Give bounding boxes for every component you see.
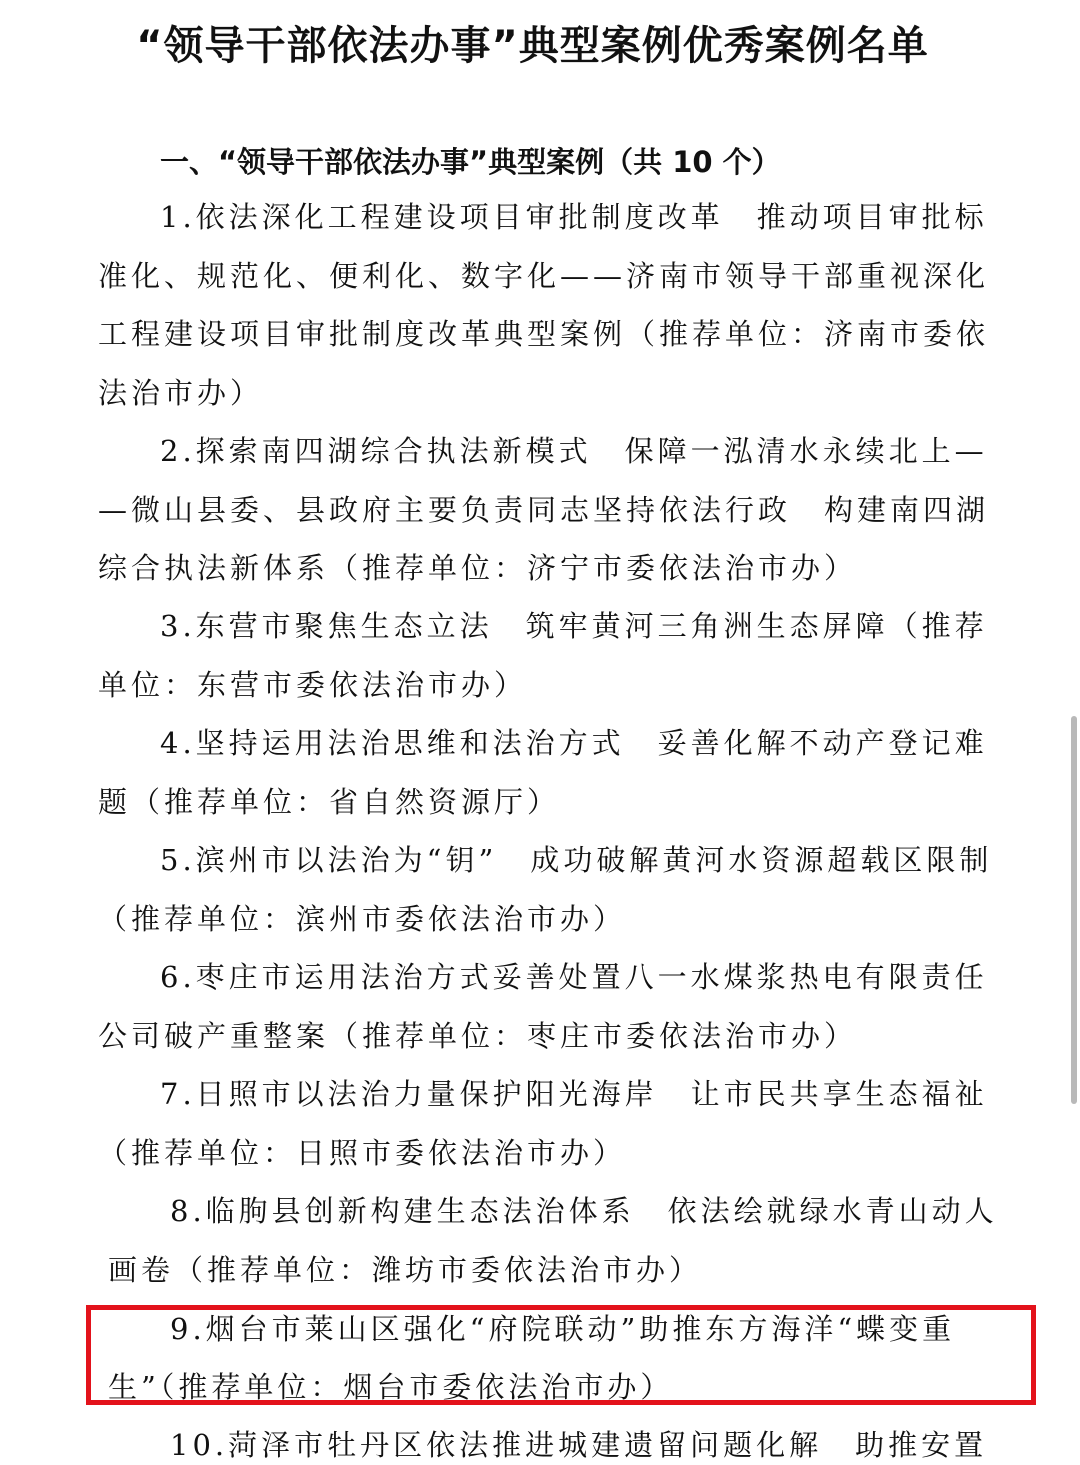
case-line: 8.临朐县创新构建生态法治体系 依法绘就绿水青山动人: [170, 1194, 998, 1228]
case-line: —微山县委、县政府主要负责同志坚持依法行政 构建南四湖: [98, 493, 990, 527]
case-line: 4.坚持运用法治思维和法治方式 妥善化解不动产登记难: [160, 726, 988, 760]
document-title: “领导干部依法办事”典型案例优秀案例名单: [136, 23, 929, 69]
case-line: 工程建设项目审批制度改革典型案例（推荐单位：济南市委依: [98, 317, 990, 351]
case-line: 生”（推荐单位：烟台市委依法治市办）: [108, 1370, 674, 1404]
case-line: 6.枣庄市运用法治方式妥善处置八一水煤浆热电有限责任: [160, 960, 988, 994]
case-line: 10.菏泽市牡丹区依法推进城建遗留问题化解 助推安置: [170, 1428, 988, 1462]
case-line: 9.烟台市莱山区强化“府院联动”助推东方海洋“蝶变重: [170, 1312, 956, 1346]
case-line: 3.东营市聚焦生态立法 筑牢黄河三角洲生态屏障（推荐: [160, 609, 988, 643]
case-line: （推荐单位：日照市委依法治市办）: [98, 1136, 627, 1170]
highlight-box: [86, 1305, 1036, 1405]
case-line: 1.依法深化工程建设项目审批制度改革 推动项目审批标: [160, 200, 988, 234]
case-line: （推荐单位：滨州市委依法治市办）: [98, 902, 627, 936]
case-line: 画卷（推荐单位：潍坊市委依法治市办）: [108, 1253, 703, 1287]
case-line: 法治市办）: [98, 376, 264, 410]
case-line: 综合执法新体系（推荐单位：济宁市委依法治市办）: [98, 551, 858, 585]
case-line: 题（推荐单位：省自然资源厅）: [98, 785, 561, 819]
scrollbar[interactable]: [1071, 716, 1077, 1104]
case-line: 准化、规范化、便利化、数字化——济南市领导干部重视深化: [98, 259, 990, 293]
case-line: 公司破产重整案（推荐单位：枣庄市委依法治市办）: [98, 1019, 858, 1053]
case-line: 5.滨州市以法治为“钥” 成功破解黄河水资源超载区限制: [160, 843, 993, 877]
section-heading: 一、“领导干部依法办事”典型案例（共 10 个）: [160, 145, 781, 179]
case-line: 7.日照市以法治力量保护阳光海岸 让市民共享生态福祉: [160, 1077, 988, 1111]
case-line: 单位：东营市委依法治市办）: [98, 668, 528, 702]
case-line: 2.探索南四湖综合执法新模式 保障一泓清水永续北上—: [160, 434, 988, 468]
